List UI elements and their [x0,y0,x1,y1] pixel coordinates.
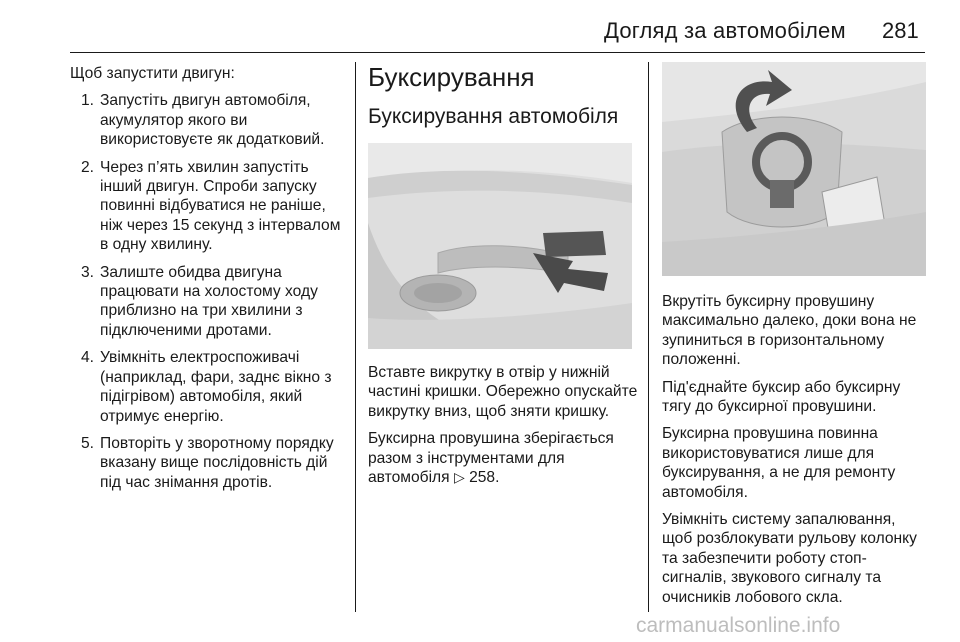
page-reference: 258. [469,469,500,487]
page-reference-icon: ▷ [453,469,465,486]
instruction-towing-eye-storage [368,429,638,487]
towing-eye-illustration-svg [662,62,926,276]
step-text: Через п’ять хвилин запустіть інший двигун. Спроби запуску повинні відбуватися не раніше, ніж через 15 секунд з інтервалом в одну хвилину. [100,158,341,254]
middle-column [368,62,638,495]
section-title: Буксирування [368,62,535,92]
step-text: Запустіть двигун автомобіля, акумулятор якого ви використовуєте як додатковий. [100,92,325,149]
step-text: Увімкніть електроспоживачі (наприклад, фари, заднє вікно з підігрівом) автомобіля, який отримує енергію. [100,349,332,425]
step-item [70,158,346,255]
instruction-ignition: Увімкніть систему запалювання, щоб розблокувати рульову колонку та забезпечити роботу стоп-сигналів, звукового сигналу та очисників лобового скла. [662,511,917,606]
step-item [70,434,346,492]
instruction-eye-usage: Буксирна провушина повинна використовуватися лише для буксирування, а не для ремонту автомобіля. [662,425,896,501]
header-title: Догляд за автомобілем [604,18,846,43]
instruction-remove-cover: Вставте викрутку в отвір у нижній частині кришки. Обережно опускайте викрутку вниз, щоб зняти кришку. [368,364,638,420]
left-column [70,64,346,500]
page-number: 281 [882,18,919,43]
step-number: 3. [80,263,94,281]
step-number: 4. [80,349,94,367]
subsection-title: Буксирування автомобіля [368,105,619,128]
storage-text: Буксирна провушина зберігається разом з інструментами для автомобіля [368,430,614,487]
instruction-attach-tow: Під'єднайте буксир або буксирну тягу до буксирної провушини. [662,378,901,416]
watermark: carmanualsonline.info [636,614,841,637]
step-number: 1. [80,92,94,110]
bumper-cover-illustration [368,143,632,349]
intro-text: Щоб запустити двигун: [70,65,235,82]
step-item [70,263,346,341]
step-item [70,348,346,426]
right-column [662,62,928,615]
step-text: Повторіть у зворотному порядку вказану вище послідовність дій під час знімання дротів. [100,434,334,491]
header-rule [70,52,925,53]
step-number: 2. [80,158,94,176]
step-text: Залиште обидва двигуна працювати на холостому ходу приблизно на три хвилини з підключеними дротами. [100,263,318,339]
bumper-illustration-svg [368,143,632,349]
step-number: 5. [80,434,94,452]
column-divider-right [648,62,649,612]
steps-list [70,91,346,492]
step-item [70,91,346,149]
instruction-screw-eye: Вкрутіть буксирну провушину максимально далеко, доки вона не зупиниться в горизонтальному положенні. [662,293,917,369]
towing-eye-illustration [662,62,926,276]
column-divider-left [355,62,356,612]
